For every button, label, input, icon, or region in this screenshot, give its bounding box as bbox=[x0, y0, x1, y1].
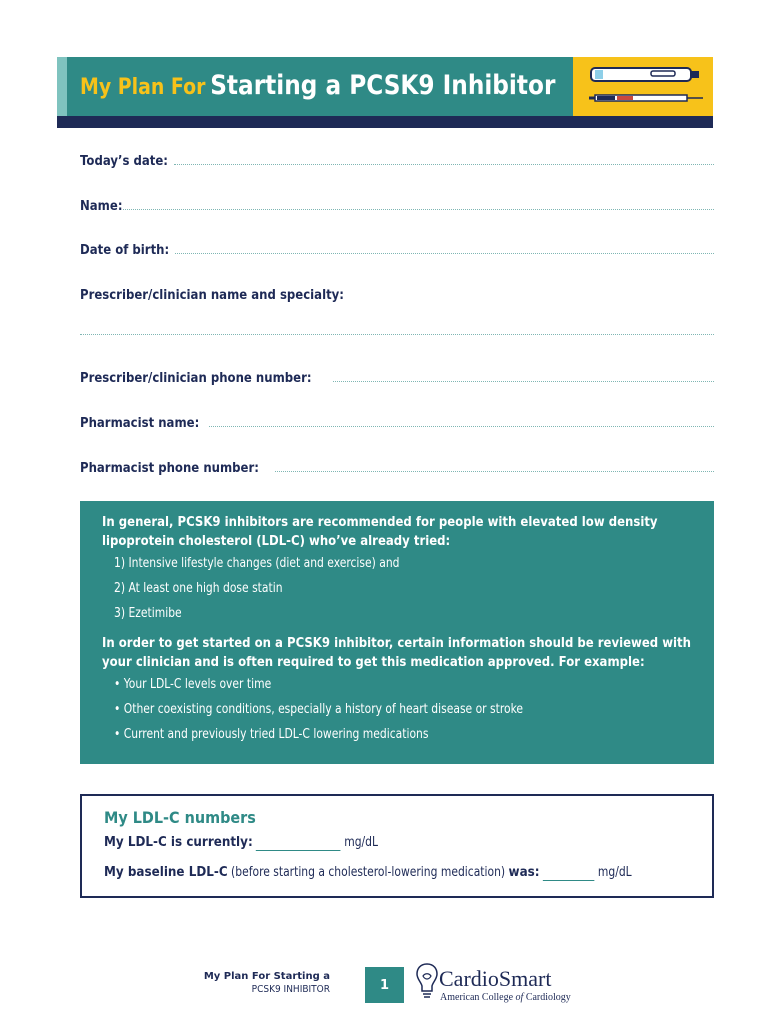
ldl-numbers-box bbox=[80, 794, 714, 898]
ldl-current-unit: mg/dL bbox=[344, 835, 379, 850]
name-label: Name: bbox=[80, 199, 123, 214]
date-of-birth-label: Date of birth: bbox=[80, 243, 170, 258]
tried-item: 1) Intensive lifestyle changes (diet and exercise) and bbox=[114, 556, 400, 571]
ldl-baseline-unit: mg/dL bbox=[597, 865, 632, 880]
pharmacist-name-field[interactable] bbox=[80, 409, 714, 431]
ldl-current-label: My LDL-C is currently: bbox=[104, 835, 253, 850]
ldl-current-row bbox=[104, 835, 378, 851]
date-of-birth-line[interactable] bbox=[175, 252, 714, 254]
name-line[interactable] bbox=[123, 208, 714, 210]
page-title bbox=[80, 70, 555, 101]
todays-date-line[interactable] bbox=[174, 163, 714, 165]
date-of-birth-field[interactable] bbox=[80, 236, 714, 258]
todays-date-label: Today’s date: bbox=[80, 154, 168, 169]
prescriber-phone-field[interactable] bbox=[80, 364, 714, 386]
tried-item: 3) Ezetimibe bbox=[114, 606, 182, 621]
title-main: Starting a PCSK9 Inhibitor bbox=[210, 70, 556, 101]
header-accent-stripe bbox=[57, 57, 67, 116]
pharmacist-name-label: Pharmacist name: bbox=[80, 416, 200, 431]
requirement-item: • Your LDL-C levels over time bbox=[114, 677, 272, 692]
ldl-baseline-row bbox=[104, 865, 632, 881]
header-underline bbox=[57, 116, 713, 128]
ldl-baseline-input[interactable] bbox=[543, 865, 595, 881]
cardiosmart-logo bbox=[415, 962, 571, 1008]
ldl-baseline-was: was: bbox=[508, 865, 540, 880]
prescriber-phone-label: Prescriber/clinician phone number: bbox=[80, 371, 312, 386]
prescriber-phone-line[interactable] bbox=[333, 380, 714, 382]
pharmacist-phone-label: Pharmacist phone number: bbox=[80, 461, 259, 476]
ldl-current-input[interactable] bbox=[256, 835, 341, 851]
ldl-baseline-label: My baseline LDL-C bbox=[104, 865, 228, 880]
todays-date-field[interactable] bbox=[80, 147, 714, 169]
prescriber-name-line[interactable] bbox=[80, 334, 714, 335]
footer-doc-title bbox=[204, 970, 330, 996]
prescriber-name-label: Prescriber/clinician name and specialty: bbox=[80, 288, 344, 303]
requirement-item: • Current and previously tried LDL-C lowering medications bbox=[114, 727, 429, 742]
pharmacist-name-line[interactable] bbox=[209, 425, 714, 427]
page-header bbox=[57, 57, 713, 128]
prescriber-name-field bbox=[80, 281, 714, 303]
brand-subtitle: American College of Cardiology bbox=[440, 992, 571, 1003]
tried-item: 2) At least one high dose statin bbox=[114, 581, 283, 596]
ldl-baseline-note: (before starting a cholesterol-lowering medication) bbox=[231, 865, 506, 880]
brand-name: CardioSmart bbox=[439, 966, 552, 991]
injection-pens-icon bbox=[573, 57, 713, 116]
title-lead: My Plan For bbox=[80, 75, 206, 100]
name-field[interactable] bbox=[80, 192, 714, 214]
footer-subtitle-line: PCSK9 INHIBITOR bbox=[251, 984, 330, 995]
info-box bbox=[80, 501, 714, 764]
info-intro: In general, PCSK9 inhibitors are recommended for people with elevated low density lipoprotein cholesterol (LDL-C) who’ve already tried: bbox=[102, 515, 658, 549]
requirement-item: • Other coexisting conditions, especially a history of heart disease or stroke bbox=[114, 702, 524, 717]
pharmacist-phone-line[interactable] bbox=[275, 470, 714, 472]
page-number: 1 bbox=[365, 967, 404, 1003]
ldl-title: My LDL-C numbers bbox=[104, 808, 256, 827]
requirements-intro: In order to get started on a PCSK9 inhibitor, certain information should be reviewed with your clinician and is often required to get this medication approved. For example: bbox=[102, 636, 691, 670]
pharmacist-phone-field[interactable] bbox=[80, 454, 714, 476]
footer-title-line: My Plan For Starting a bbox=[203, 971, 330, 982]
lightbulb-icon bbox=[415, 962, 439, 1002]
